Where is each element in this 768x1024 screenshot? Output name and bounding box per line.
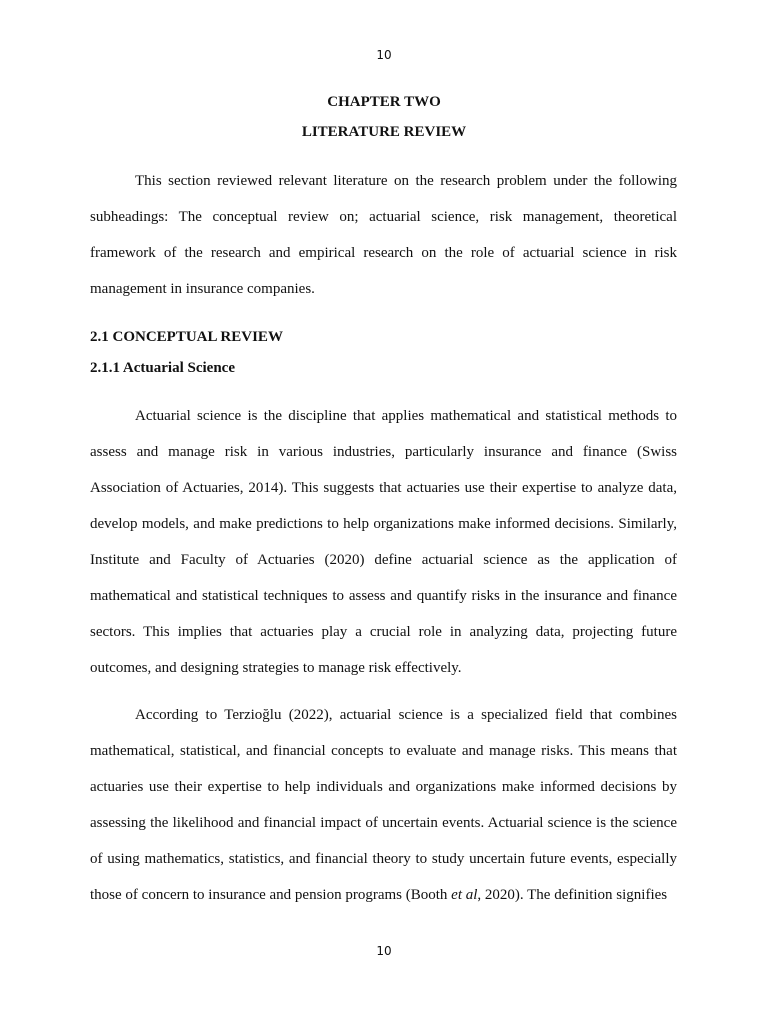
intro-paragraph: This section reviewed relevant literature on the research problem under the following subheadings: The conceptual review on; actuarial science, risk management, theoretical framework of the research and empirical research on the role of actuarial science in risk management in insurance companies. [90, 173, 677, 297]
chapter-subtitle: LITERATURE REVIEW [301, 124, 467, 140]
body-paragraph-actuarial-definition: Actuarial science is the discipline that applies mathematical and statistical methods to assess and manage risk in various industries, particularly insurance and finance (Swiss Association of Actuaries, 2014). This suggests that actuaries use their expertise to analyze data, develop models, and make predictions to help organizations make informed decisions. Similarly, Institute and Faculty of Actuaries (2020) define actuarial science as the application of mathematical and statistical techniques to assess and quantify risks in the insurance and finance sectors. This implies that actuaries play a crucial role in analyzing data, projecting future outcomes, and designing strategies to manage risk effectively. [90, 408, 677, 676]
section-heading: 2.1 CONCEPTUAL REVIEW [90, 329, 283, 345]
page-number-top: 10 [376, 48, 392, 62]
citation-italic: et al [451, 887, 478, 903]
page-number-bottom: 10 [376, 944, 392, 958]
paragraph-text-end: , 2020). The definition signifies [477, 887, 668, 903]
body-paragraph-terzioglu [90, 697, 677, 913]
subsection-heading: 2.1.1 Actuarial Science [90, 360, 235, 376]
chapter-title: CHAPTER TWO [327, 94, 441, 110]
paragraph-text: According to Terzioğlu (2022), actuarial science is a specialized field that combines mathematical, statistical, and financial concepts to evaluate and manage risks. This means that actuaries use their expertise to help individuals and organizations make informed decisions by assessing the likelihood and financial impact of uncertain events. Actuarial science is the science of using mathematics, statistics, and financial theory to study uncertain future events, especially those of concern to insurance and pension programs (Booth [90, 707, 677, 903]
